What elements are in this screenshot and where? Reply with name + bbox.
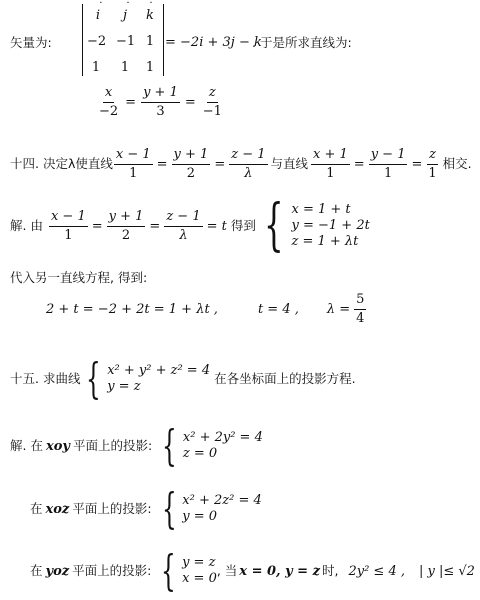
solution-14-label: 解. 由 — [10, 217, 43, 233]
problem-15-title: 十五. 求曲线 — [10, 370, 81, 386]
projection-yoz: 在 yoz 平面上的投影: { y = z x = 0 , 当 x = 0, y = z 时, 2y² ≤ 4 , | y |≤ √2 — [30, 546, 475, 595]
solution-14: 解. 由 $\frac{x - 1}{1}$ = $\frac{y + 1}{2}$ = $\frac{z - 1}{\lambda}$ = t 得到 { x = 1 + t y = −1 + 2t z = 1 + λt — [10, 193, 370, 258]
det-cell: 1 — [145, 34, 155, 49]
problem-14-end: 相交. — [442, 155, 472, 171]
vector-label: 矢量为: — [10, 35, 52, 50]
projection-xoz: 在 xoz 平面上的投影: { x² + 2z² = 4 y = 0 — [30, 484, 262, 533]
det-cell: −2 — [87, 34, 107, 49]
problem-14-title: 十四. 决定λ使直线 — [10, 155, 113, 171]
param-system: { x = 1 + t y = −1 + 2t z = 1 + λt — [263, 193, 370, 258]
problem-14: 十四. 决定λ使直线 $\frac{x - 1}{1}$ = $\frac{y + 1}{2}$ = $\frac{z - 1}{\lambda}$ 与直线 $\frac{x + 1}{1}$ = $\frac{y - 1}{1}$ = $\frac{z}{1}$ 相交. — [10, 147, 472, 181]
line-intro: . 于是所求直线为: — [252, 35, 352, 50]
det-cell: ˙ k — [141, 8, 159, 23]
det-cell: 1 — [91, 60, 101, 75]
determinant — [82, 4, 164, 76]
det-cell: 1 — [145, 60, 155, 75]
line-equation: $\frac{x}{-2}$ = $\frac{y + 1}{3}$ = $\frac{z}{-1}$ — [99, 85, 222, 119]
problem-15: 十五. 求曲线 { x² + y² + z² = 4 y = z 在各坐标面上的投影方程. — [10, 354, 356, 403]
det-cell: −1 — [116, 34, 136, 49]
problem-14-mid: 与直线 — [270, 155, 309, 171]
substitute-text: 代入另一直线方程, 得到: — [10, 270, 148, 285]
solution-14-result: 2 + t = −2 + 2t = 1 + λt , t = 4 , λ = $\frac{5}{4}$ — [46, 292, 365, 326]
det-cell: ˙ i — [89, 8, 107, 23]
det-cell: ˙ j — [116, 8, 134, 23]
curve-system: { x² + y² + z² = 4 y = z — [86, 354, 211, 403]
cross-result: = −2i + 3j − k — [165, 35, 262, 50]
projection-xoy: 解. 在 xoy 平面上的投影: { x² + 2y² = 4 z = 0 — [10, 421, 263, 470]
det-cell: 1 — [120, 60, 130, 75]
